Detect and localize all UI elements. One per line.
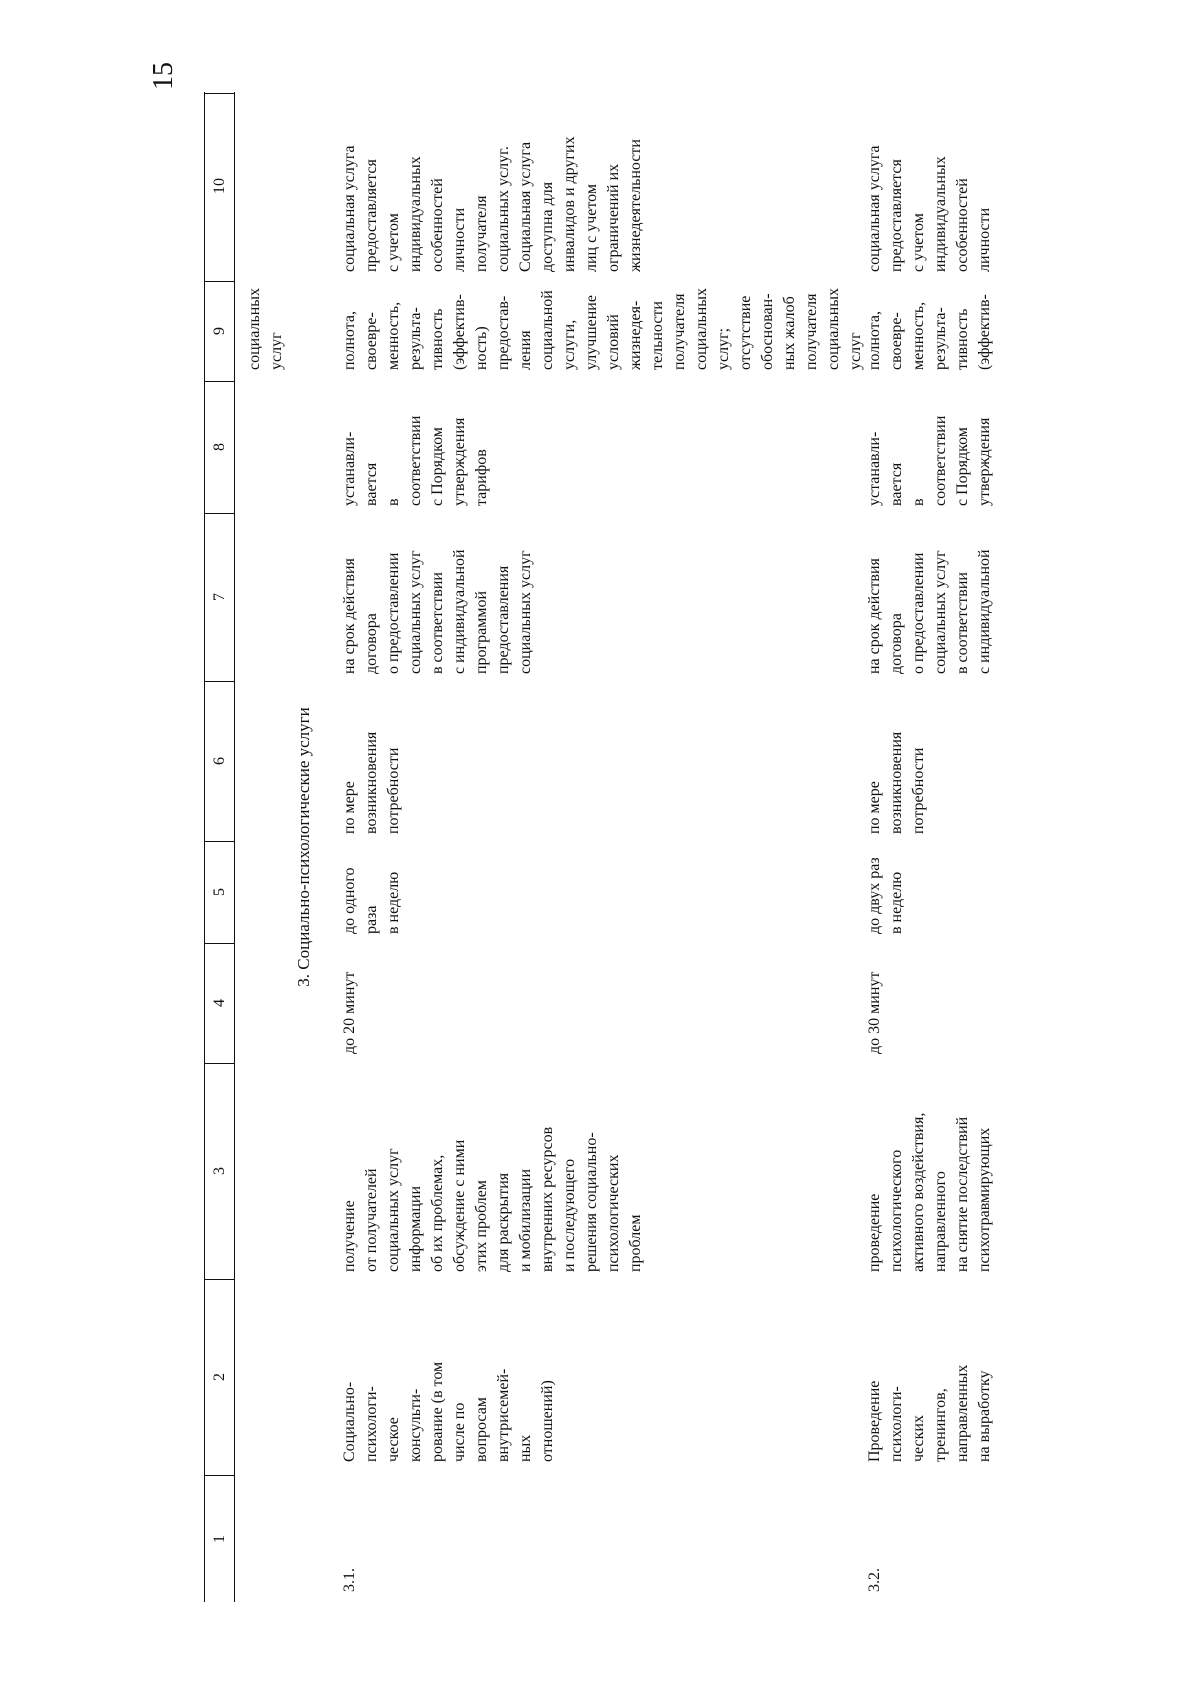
row-1-c10: социальная услуга предоставляется с учетом индивидуальных особенностей личности получателя социальных услуг. Социальная услуга доступна для инвалидов и других лиц с учетом ограничений их жизнедеятельности bbox=[341, 136, 644, 272]
header-col-10: 10 bbox=[205, 91, 234, 282]
header-col-7: 7 bbox=[205, 513, 234, 682]
carryover-col9: социальных услуг bbox=[246, 287, 285, 370]
row-2-c4: до 30 минут bbox=[866, 971, 883, 1054]
section-title: 3. Социально-психологические услуги bbox=[294, 707, 313, 987]
row-2-c6: по мере возникновения потребности bbox=[866, 731, 927, 834]
row-1-c1: 3.1. bbox=[341, 1568, 358, 1592]
header-col-6: 6 bbox=[205, 681, 234, 842]
header-right-edge bbox=[205, 93, 234, 94]
row-2-c3: проведение психологического активного воздействия, направленного на снятие последствий психотравмирующих bbox=[866, 1112, 993, 1272]
header-col-1: 1 bbox=[211, 1535, 228, 1543]
row-2-c1: 3.2. bbox=[866, 1568, 883, 1592]
header-col-9: 9 bbox=[205, 281, 234, 382]
row-1-c6: по мере возникновения потребности bbox=[341, 731, 402, 834]
header-col-5: 5 bbox=[205, 841, 234, 944]
row-2-c8: устанавли- вается в соответствии с Порядком утверждения bbox=[866, 415, 993, 506]
row-1-c5: до одного раза в неделю bbox=[341, 867, 402, 934]
row-1-c7: на срок действия договора о предоставлении социальных услуг в соответствии с индивидуальной программой предоставления социальных услуг bbox=[341, 549, 534, 674]
column-number-header bbox=[204, 92, 235, 1602]
page-number: 15 bbox=[148, 62, 179, 90]
row-2-c9: полнота, своевре- менность, результа- тивность (эффектив- bbox=[866, 294, 993, 370]
row-1-c9: полнота, своевре- менность, результа- тивность (эффектив- ность) предостав- ления социальной услуги, улучшение условий жизнедея- тельности получателя социальных услуг; отсутствие обоснован- ных жалоб получателя социальных услуг bbox=[341, 287, 864, 370]
row-1-c3: получение от получателей социальных услуг информации об их проблемах, обсуждение с ними этих проблем для раскрытия и мобилизации внутренних ресурсов и последующего решения социально- психологических проблем bbox=[341, 1126, 644, 1272]
row-2-c2: Проведение психологи- ческих тренингов, направленных на выработку bbox=[866, 1364, 993, 1462]
row-2-c5: до двух раз в неделю bbox=[866, 857, 905, 934]
row-2-c7: на срок действия договора о предоставлении социальных услуг в соответствии с индивидуальной bbox=[866, 549, 993, 674]
header-col-2: 2 bbox=[205, 1279, 234, 1476]
row-1-c4: до 20 минут bbox=[341, 971, 358, 1054]
rotated-table bbox=[204, 92, 1139, 1602]
header-col-3: 3 bbox=[205, 1063, 234, 1280]
row-1-c2: Социально- психологи- ческое консульти- рование (в том числе по вопросам внутрисемей- ных отношений) bbox=[341, 1361, 556, 1462]
header-col-4: 4 bbox=[205, 943, 234, 1064]
header-col-8: 8 bbox=[205, 381, 234, 514]
row-2-c10: социальная услуга предоставляется с учетом индивидуальных особенностей личности bbox=[866, 145, 993, 272]
row-1-c8: устанавли- вается в соответствии с Порядком утверждения тарифов bbox=[341, 415, 490, 506]
